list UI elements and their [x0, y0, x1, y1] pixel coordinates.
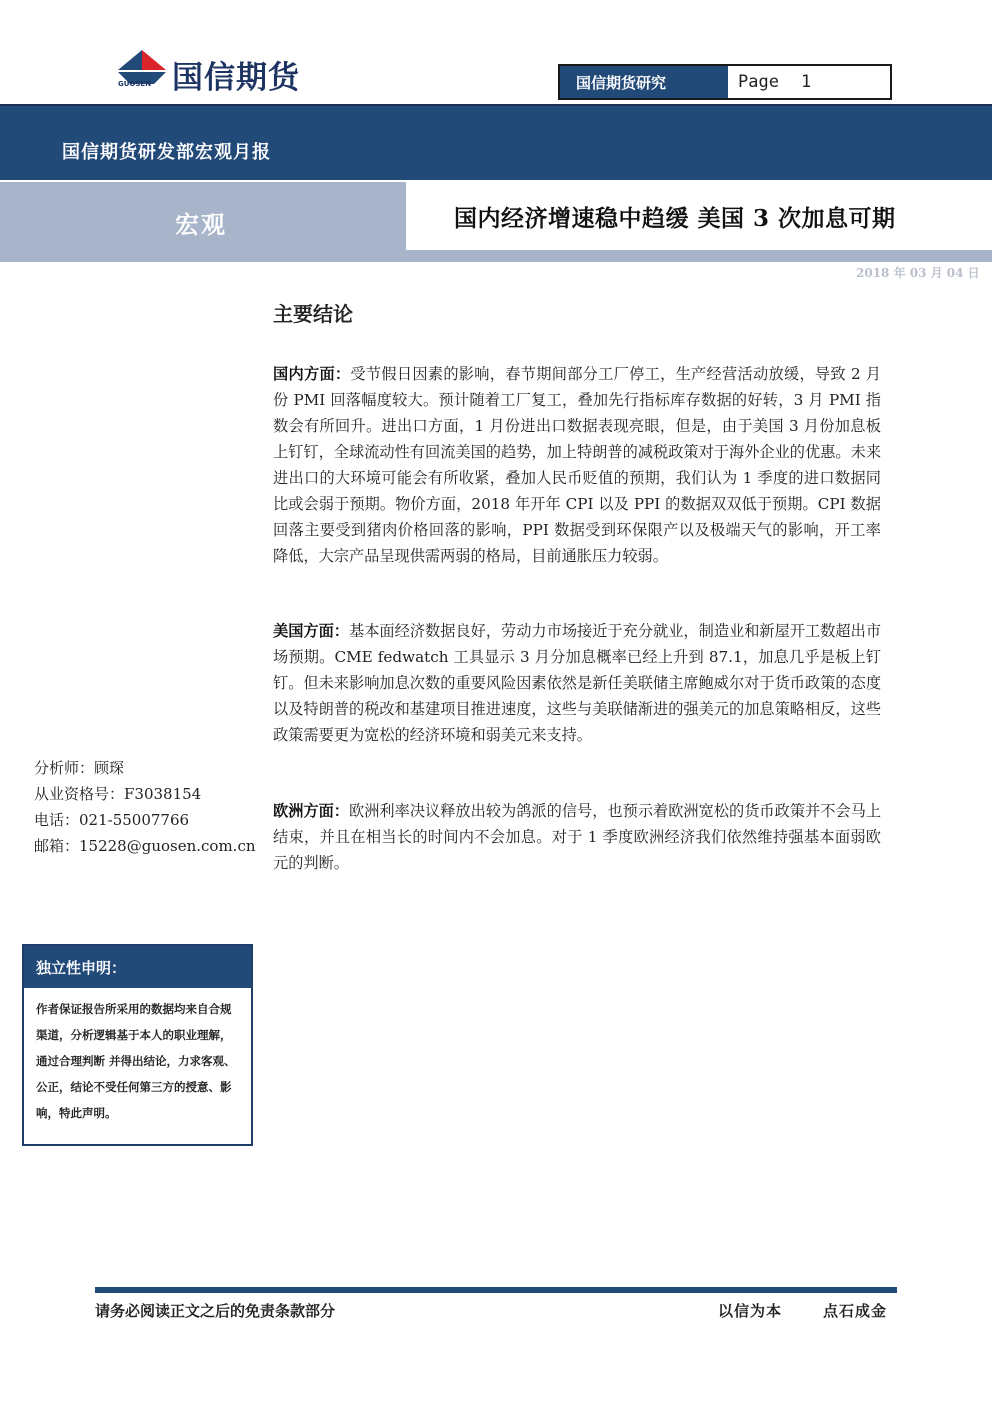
footer-slogan-2: 点石成金 [823, 1302, 888, 1320]
paragraph-label: 欧洲方面： [273, 802, 350, 820]
page-box-label: 国信期货研究 [560, 66, 728, 98]
footer-slogan-1: 以信为本 [718, 1302, 783, 1320]
paragraph-text: 受节假日因素的影响，春节期间部分工厂停工，生产经营活动放缓，导致 2 月份 PMI 回落幅度较大。预计随着工厂复工，叠加先行指标库存数据的好转，3 月 PMI 指数会有所回升。进出口方面，1 月份进出口数据表现亮眼，但是，由于美国 3 月份加息板上钉钉，全球流动性有回流美国的趋势，加上特朗普的减税政策对于海外企业的优惠。未来进出口的大环境可能会有所收紧，叠加人民币贬值的预期，我们认为 1 季度的进口数据同比或会弱于预期。物价方面，2018 年开年 CPI 以及 PPI 的数据双双低于预期。CPI 数据回落主要受到猪肉价格回落的影响，PPI 数据受到环保限产以及极端天气的影响，开工率降低，大宗产品呈现供需两弱的格局，目前通胀压力较弱。 [273, 365, 881, 565]
analyst-license: 从业资格号：F3038154 [34, 785, 202, 803]
paragraph-us [273, 618, 881, 748]
paragraph-europe [273, 798, 881, 876]
logo-subtext: GUOSEN [118, 80, 152, 88]
logo-text: 国信期货 [172, 60, 300, 96]
footer-disclaimer: 请务必阅读正文之后的免责条款部分 [95, 1302, 336, 1320]
paragraph-label: 国内方面： [273, 365, 351, 383]
page-indicator [558, 64, 892, 100]
independence-statement [22, 944, 253, 1146]
independence-title: 独立性申明： [24, 946, 251, 988]
page-word: Page [738, 72, 779, 92]
paragraph-domestic [273, 361, 881, 569]
footer-rule [95, 1287, 897, 1293]
report-series-title: 国信期货研发部宏观月报 [62, 142, 271, 163]
page-number: 1 [800, 72, 812, 92]
analyst-email[interactable]: 邮箱：15228@guosen.com.cn [34, 837, 256, 855]
paragraph-text: 欧洲利率决议释放出较为鸽派的信号，也预示着欧洲宽松的货币政策并不会马上结束，并且在相当长的时间内不会加息。对于 1 季度欧洲经济我们依然维持强基本面弱欧元的判断。 [273, 802, 882, 872]
page-number-box [728, 66, 890, 98]
section-title: 主要结论 [273, 302, 353, 326]
analyst-name: 分析师：顾琛 [34, 759, 125, 777]
analyst-phone: 电话：021-55007766 [34, 811, 190, 829]
headline-underline [406, 250, 992, 262]
report-headline: 国内经济增速稳中趋缓 美国 3 次加息可期 [454, 205, 896, 232]
paragraph-text: 基本面经济数据良好，劳动力市场接近于充分就业，制造业和新屋开工数超出市场预期。CME fedwatch 工具显示 3 月分加息概率已经上升到 87.1，加息几乎是板上钉钉。但未来影响加息次数的重要风险因素依然是新任美联储主席鲍威尔对于货币政策的态度以及特朗普的税改和基建项目推进速度，这些与美联储渐进的强美元的加息策略相反，这些政策需要更为宽松的经济环境和弱美元来支持。 [273, 622, 882, 744]
category-label: 宏观 [175, 210, 227, 239]
paragraph-label: 美国方面： [273, 622, 350, 640]
independence-body: 作者保证报告所采用的数据均来自合规渠道，分析逻辑基于本人的职业理解，通过合理判断 并得出结论，力求客观、公正，结论不受任何第三方的授意、影响，特此声明。 [36, 1002, 236, 1120]
report-date: 2018 年 03 月 04 日 [856, 266, 980, 280]
analyst-info [34, 755, 256, 859]
